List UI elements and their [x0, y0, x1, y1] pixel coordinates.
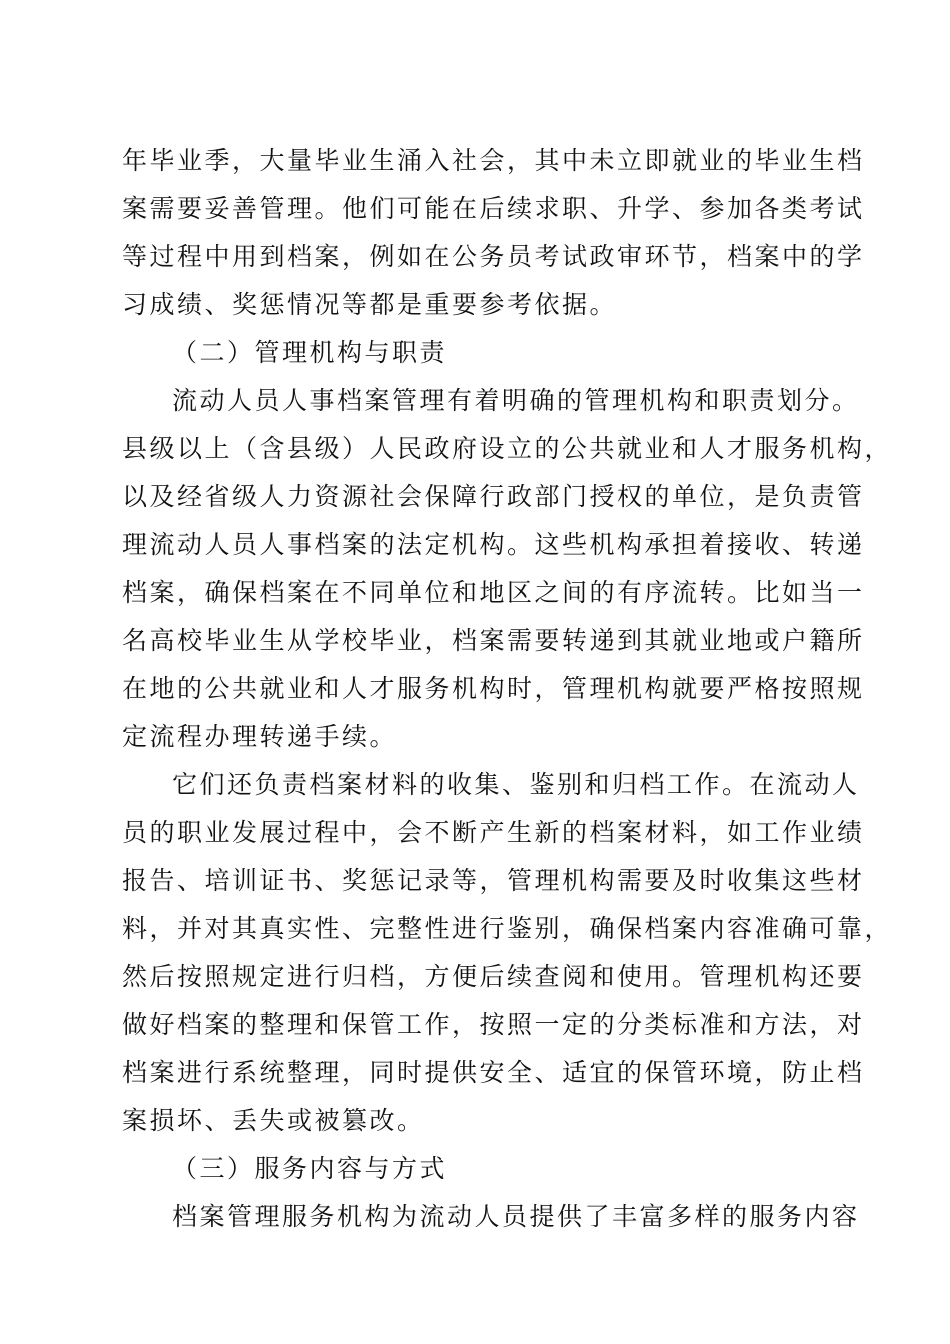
- paragraph-first-line: 流动人员人事档案管理有着明确的管理机构和职责划分。: [172, 386, 860, 415]
- text-line: 在地的公共就业和人才服务机构时，管理机构就要严格按照规: [122, 674, 865, 703]
- document-body: [122, 137, 893, 1241]
- text-line: 料，并对其真实性、完整性进行鉴别，确保档案内容准确可靠，: [122, 914, 893, 943]
- text-line: 报告、培训证书、奖惩记录等，管理机构需要及时收集这些材: [122, 866, 865, 895]
- text-line: 习成绩、奖惩情况等都是重要参考依据。: [122, 290, 618, 319]
- section-heading: （二）管理机构与职责: [172, 338, 448, 367]
- text-line: 名高校毕业生从学校毕业，档案需要转递到其就业地或户籍所: [122, 626, 865, 655]
- text-line: 然后按照规定进行归档，方便后续查阅和使用。管理机构还要: [122, 962, 865, 991]
- text-line: 等过程中用到档案，例如在公务员考试政审环节，档案中的学: [122, 242, 865, 271]
- text-line: 年毕业季，大量毕业生涌入社会，其中未立即就业的毕业生档: [122, 146, 865, 175]
- text-line: 档案进行系统整理，同时提供安全、适宜的保管环境，防止档: [122, 1058, 865, 1087]
- paragraph-first-line: 它们还负责档案材料的收集、鉴别和归档工作。在流动人: [172, 770, 860, 799]
- text-line: 定流程办理转递手续。: [122, 722, 398, 751]
- text-line: 做好档案的整理和保管工作，按照一定的分类标准和方法，对: [122, 1010, 865, 1039]
- paragraph-first-line: 档案管理服务机构为流动人员提供了丰富多样的服务内容: [172, 1202, 860, 1231]
- text-line: 理流动人员人事档案的法定机构。这些机构承担着接收、转递: [122, 530, 865, 559]
- text-line: 档案，确保档案在不同单位和地区之间的有序流转。比如当一: [122, 578, 865, 607]
- text-line: 员的职业发展过程中，会不断产生新的档案材料，如工作业绩: [122, 818, 865, 847]
- text-line: 案损坏、丢失或被篡改。: [122, 1106, 425, 1135]
- text-line: 以及经省级人力资源社会保障行政部门授权的单位，是负责管: [122, 482, 865, 511]
- text-line: 县级以上（含县级）人民政府设立的公共就业和人才服务机构，: [122, 434, 893, 463]
- section-heading: （三）服务内容与方式: [172, 1154, 448, 1183]
- text-line: 案需要妥善管理。他们可能在后续求职、升学、参加各类考试: [122, 194, 865, 223]
